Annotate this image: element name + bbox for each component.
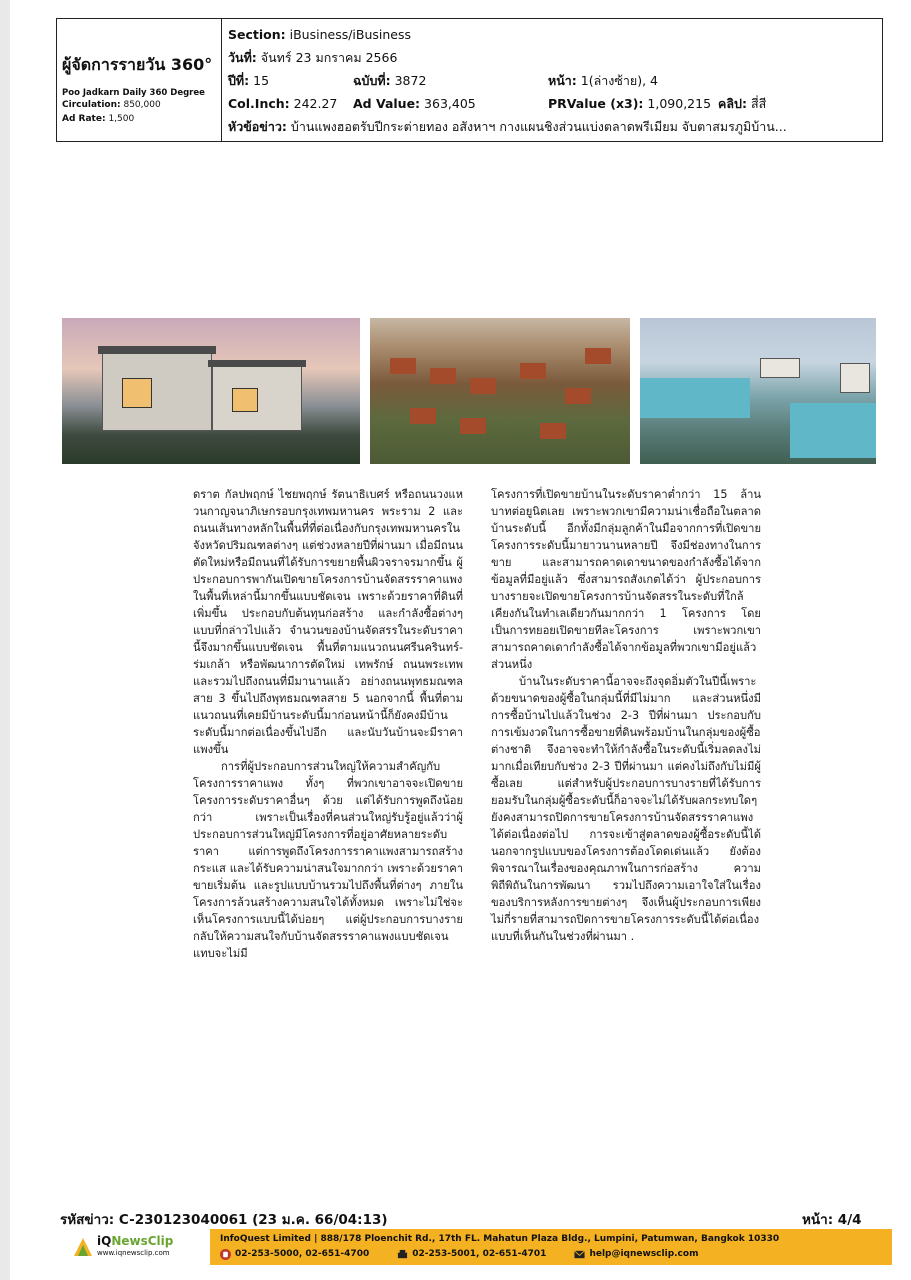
footer-bar	[60, 1229, 892, 1265]
fax-numbers: 02-253-5001, 02-651-4701	[412, 1249, 547, 1259]
article-paragraph: บ้านในระดับราคานี้อาจจะถึงจุดอิ่มตัวในปีนี้เพราะด้วยขนาดของผู้ซื้อในกลุ่มนี้ที่มีไม่มาก และส่วนหนึ่งมีการซื้อบ้านไปแล้วในช่วง 2-3 ปีที่ผ่านมา ประกอบกับการเข้มงวดในการซื้อขายที่ดินพร้อมบ้านในกลุ่มของผู้ซื้อต่างชาติ จึงอาจจะทำให้กำลังซื้อในระดับนี้เริ่มลดลงไม่มากเมื่อเทียบกับช่วง 2-3 ปีที่ผ่านมา แต่คงไม่ถึงกับไม่มีผู้ซื้อเลย แต่สำหรับผู้ประกอบการบางรายที่ได้รับการยอมรับในกลุ่มผู้ซื้อระดับนี้ก็อาจจะไม่ได้รับผลกระทบใดๆ ยังคงสามารถปิดการขายโครงการบ้านจัดสรรราคาแพงได้ต่อเนื่องต่อไป การจะเข้าสู่ตลาดของผู้ซื้อระดับนี้ได้นอกจากรูปแบบของโครงการต้องโดดเด่นแล้ว ยังต้องพิจารณาในเรื่องของคุณภาพในการก่อสร้าง ความพิถีพิถันในการพัฒนา รวมไปถึงความเอาใจใส่ในเรื่องของบริการหลังการขายต่างๆ จึงเห็นผู้ประกอบการเพียงไม่กี่รายที่สามารถปิดการขายโครงการระดับนี้ได้ต่อเนื่องแบบที่เห็นกันในช่วงที่ผ่านมา .	[491, 675, 761, 943]
company-address: InfoQuest Limited | 888/178 Ploenchit Rd., 17th FL. Mahatun Plaza Bldg., Lumpini, Patumwan, Bangkok 10330	[220, 1234, 780, 1244]
circulation: Circulation: 850,000	[62, 100, 161, 110]
ad-rate: Ad Rate: 1,500	[62, 114, 135, 124]
news-id: รหัสข่าว: C-230123040061 (23 ม.ค. 66/04:13)	[60, 1212, 388, 1228]
value-row: Col.Inch: 242.27 Ad Value: 363,405 PRValue (x3): 1,090,215 คลิป: สี่สี	[228, 96, 767, 111]
headline-row: หัวข้อข่าว: บ้านแพงฮอตรับปีกระต่ายทอง อสังหาฯ กางแผนชิงส่วนแบ่งตลาดพรีเมียม จับตาสมรภูมิบ้าน...	[228, 119, 787, 134]
section-row: Section: iBusiness/iBusiness	[228, 27, 412, 42]
contact-info	[210, 1229, 892, 1265]
publication-name: ผู้จัดการรายวัน 360°	[62, 55, 213, 74]
iqnewsclip-logo	[60, 1229, 210, 1265]
logo-brand-iq: iQ	[97, 1234, 112, 1248]
housing-estate-aerial-photo	[370, 318, 630, 464]
article-paragraph: โครงการที่เปิดขายบ้านในระดับราคาต่ำกว่า 15 ล้านบาทต่อยูนิตเลย เพราะพวกเขามีความน่าเชื่อถือในตลาดบ้านระดับนี้ อีกทั้งมีกลุ่มลูกค้าในมือจากการที่เปิดขายโครงการระดับนี้มายาวนานหลายปี จึงมีช่องทางในการขาย และสามารถคาดเดาขนาดของกำลังซื้อได้จากข้อมูลที่มีอยู่แล้ว ซึ่งสามารถสังเกตได้ว่า ผู้ประกอบการบางรายจะเปิดขายโครงการบ้านจัดสรรในระดับที่ใกล้เคียงกันในทำเลเดียวกันมากกว่า 1 โครงการ โดยเป็นการทยอยเปิดขายทีละโครงการ เพราะพวกเขาสามารถคาดเดากำลังซื้อได้จากข้อมูลที่พวกเขามีอยู่แล้วส่วนหนึ่ง	[491, 488, 761, 671]
contact-row	[220, 1247, 882, 1262]
fax-icon	[397, 1249, 408, 1260]
article-photos	[62, 318, 876, 464]
article-column-right	[491, 486, 761, 945]
logo-icon	[72, 1236, 94, 1258]
publication-cell	[57, 19, 222, 141]
email-icon	[574, 1249, 585, 1260]
article-paragraph: ดราต กัลปพฤกษ์ ไชยพฤกษ์ รัตนาธิเบศร์ หรือถนนวงแหวนกาญจนาภิเษกรอบกรุงเทพมหานคร พระราม 2 และถนนเส้นทางหลักในพื้นที่ที่ต่อเนื่องกับกรุงเทพมหานครในจังหวัดปริมณฑลต่างๆ แต่ช่วงหลายปีที่ผ่านมา เมื่อมีถนนตัดใหม่หรือมีถนนที่ได้รับการขยายพื้นผิวจราจรมากขึ้น ผู้ประกอบการพากันเปิดขายโครงการบ้านจัดสรรราคาแพงในพื้นที่เหล่านี้มากขึ้นแบบชัดเจน เพราะด้วยราคาที่ดินที่เพิ่มขึ้น ประกอบกับต้นทุนก่อสร้าง และกำลังซื้อต่างๆ แบบที่กล่าวไปแล้ว จำนวนของบ้านจัดสรรในระดับราคานี้จึงมากขึ้นแบบชัดเจน พื้นที่ตามแนวถนนศรีนครินทร์-ร่มเกล้า หรือพัฒนาการตัดใหม่ เทพรักษ์ ถนนพระเทพ และรวมไปถึงถนนที่มีมานานแล้ว อย่างถนนพุทธมณฑลสาย 3 ขึ้นไปถึงพุทธมณฑลสาย 5 นอกจากนี้ พื้นที่ตามแนวถนนที่เคยมีบ้านระดับนี้มาก่อนหน้านี้ก็ยังคงมีบ้านระดับนี้มากต่อเนื่องขึ้นไปอีก และนับวันบ้านจะมีราคาแพงขึ้น	[193, 488, 463, 756]
date-row: วันที่: จันทร์ 23 มกราคม 2566	[228, 50, 398, 65]
phone-icon	[220, 1249, 231, 1260]
article-column-left	[193, 486, 463, 962]
logo-url: www.iqnewsclip.com	[97, 1249, 170, 1257]
logo-brand-newsclip: NewsClip	[111, 1234, 174, 1248]
clipping-header	[56, 18, 883, 142]
article-paragraph: การที่ผู้ประกอบการส่วนใหญ่ให้ความสำคัญกับโครงการราคาแพง ทั้งๆ ที่พวกเขาอาจจะเปิดขายโครงการระดับราคาอื่นๆ ด้วย แต่ได้รับการพูดถึงน้อยกว่า เพราะเป็นเรื่องที่คนส่วนใหญ่รับรู้อยู่แล้วว่าผู้ประกอบการส่วนใหญ่มีโครงการที่อยู่อาศัยหลายระดับราคา แต่การพูดถึงโครงการราคาแพงสามารถสร้างกระแส และได้รับความน่าสนใจมากกว่า เพราะด้วยราคาขายเริ่มต้น และรูปแบบบ้านรวมไปถึงพื้นที่ต่างๆ ภายในโครงการล้วนสร้างความสนใจได้ทั้งหมด เพราะไม่ใช่จะเห็นโครงการแบบนี้ได้บ่อยๆ แต่ผู้ประกอบการบางรายกลับให้ความสนใจกับบ้านจัดสรรราคาแพงแบบชัดเจน แทบจะไม่มี	[193, 760, 463, 960]
page-number: หน้า: 4/4	[802, 1212, 862, 1228]
phone-numbers: 02-253-5000, 02-651-4700	[235, 1249, 370, 1259]
luxury-house-photo	[62, 318, 360, 464]
publication-name-en: Poo Jadkarn Daily 360 Degree	[62, 88, 205, 98]
issue-row: ปีที่: 15 ฉบับที่: 3872 หน้า: 1(ล่างซ้าย), 4	[228, 73, 659, 88]
email-address[interactable]: help@iqnewsclip.com	[589, 1249, 699, 1259]
clip-info	[222, 19, 882, 141]
project-entrance-lake-photo	[640, 318, 876, 464]
